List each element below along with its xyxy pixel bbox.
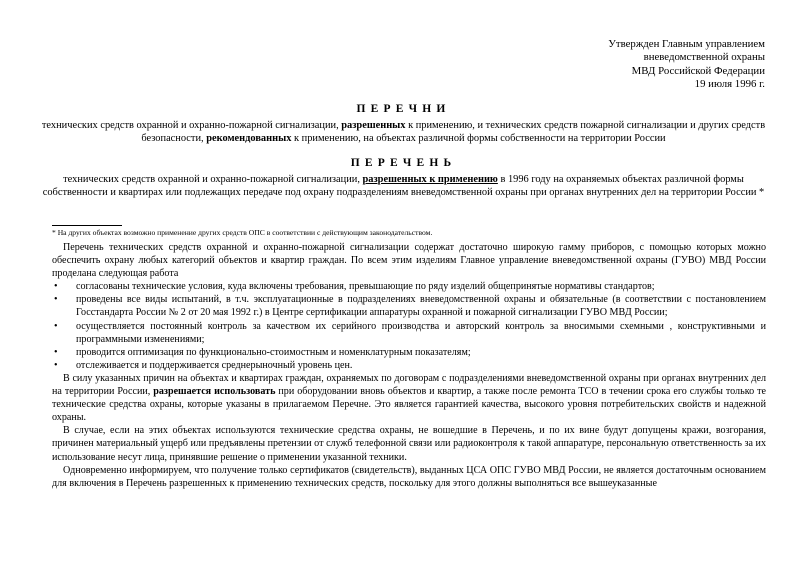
list-item [52, 320, 766, 346]
subtitle-perechni [40, 119, 767, 145]
list-item-text: отслеживается и поддерживается среднерыночный уровень цен. [76, 359, 353, 371]
footnote: * На других объектах возможно применение других средств ОПС в соответствии с действующим законодательством. [52, 228, 433, 237]
paragraph-3: В случае, если на этих объектах используются технические средства охраны, не вошедшие в Перечень, и по их вине будут допущены кражи, возгорания, причинен материальный ущерб или предъявлены претензии от служб телефонной связи или радиоконтроля к такой аппаратуре, персональную ответственность за их использование несут лица, принявшие решение о применении указанной техники. [52, 425, 766, 463]
subtitle-text: технических средств охранной и охранно-пожарной сигнализации, [63, 174, 363, 185]
paragraph-text: В силу указанных причин на объектах и квартирах граждан, охраняемых по договорам с подразделениями вневедомственной охраны при органах внутренних дел на территории России, [52, 372, 766, 398]
subtitle-text: к применению, на объектах различной формы собственности на территории России [291, 133, 666, 145]
bullet-icon: • [54, 294, 58, 306]
subtitle-text: в 1996 году на охраняемых объектах различной формы собственности и квартирах или подлежащих передаче под охрану подразделениям вневедомственной охраны при органах внутренних дел на территории России * [42, 174, 765, 199]
list-item [52, 293, 766, 319]
list-item-text: проводится оптимизация по функционально-стоимостным и номенклатурным показателям; [76, 346, 471, 358]
body-text [52, 241, 766, 490]
subtitle-bold-recommended: рекомендованных [206, 133, 292, 145]
list-item [52, 346, 766, 359]
bullet-icon: • [54, 346, 58, 358]
subtitle-perechen [40, 173, 767, 199]
list-item-text: осуществляется постоянный контроль за качеством их серийного производства и авторский контроль за вносимыми схемными , конструктивными и программными изменениями; [76, 320, 766, 345]
approval-block [608, 38, 765, 92]
bullet-icon: • [54, 359, 58, 371]
subtitle-text: технических средств охранной и охранно-пожарной сигнализации, [41, 120, 342, 131]
list-item [52, 359, 766, 372]
title-perechni: ПЕРЕЧНИ [356, 103, 451, 115]
paragraph-2 [52, 372, 766, 424]
approval-line-2: вневедомственной охраны [643, 51, 765, 64]
paragraph-4: Одновременно информируем, что получение только сертификатов (свидетельств), выданных ЦСА ОПС ГУВО МВД России, не является достаточным основанием для включения в Перечень разрешенных к применению технических средств, поскольку для этого должны выполняться все вышеуказанные [52, 464, 766, 489]
footnote-divider [52, 225, 122, 226]
subtitle-bold-underlined: разрешенных к применению [362, 174, 498, 185]
approval-line-3: МВД Российской Федерации [631, 64, 765, 77]
paragraph-1: Перечень технических средств охранной и охранно-пожарной сигнализации содержат достаточно широкую гамму приборов, с помощью которых можно обеспечить охрану любых категорий объектов и квартир граждан. По всем этим изделиям Главное управление вневедомственной охраны (ГУВО) МВД России проделана следующая работа [52, 242, 766, 280]
list-item-text: согласованы технические условия, куда включены требования, превышающие по ряду изделий общепринятые нормативы стандартов; [76, 281, 655, 293]
subtitle-text: к применению, и технических средств пожарной сигнализации и других средств безопасности, [141, 120, 766, 145]
bullet-icon: • [54, 320, 58, 332]
list-item-text: проведены все виды испытаний, в т.ч. эксплуатационные в подразделениях вневедомственной охраны и обязательные (в соответствии с постановлением Госстандарта России № 2 от 20 мая 1992 г.) в Центре сертификации аппаратуры охранной и пожарной сигнализации ГУВО МВД России; [76, 294, 766, 319]
list-item [52, 280, 766, 293]
bullet-icon: • [54, 281, 58, 293]
title-perechen: ПЕРЕЧЕНЬ [350, 157, 457, 169]
paragraph-bold-allowed: разрешается использовать [153, 386, 276, 398]
paragraph-text: при оборудовании вновь объектов и квартир, а также после ремонта ТСО в течении срока его службы только те технические средства охраны, которые указаны в прилагаемом Перечне. Это является гарантией качества, высокого уровня потребительских свойств и надежной охраны. [52, 386, 766, 424]
approval-date: 19 июля 1996 г. [694, 78, 765, 91]
subtitle-bold-allowed: разрешенных [341, 120, 406, 131]
approval-line-1: Утвержден Главным управлением [608, 38, 765, 50]
